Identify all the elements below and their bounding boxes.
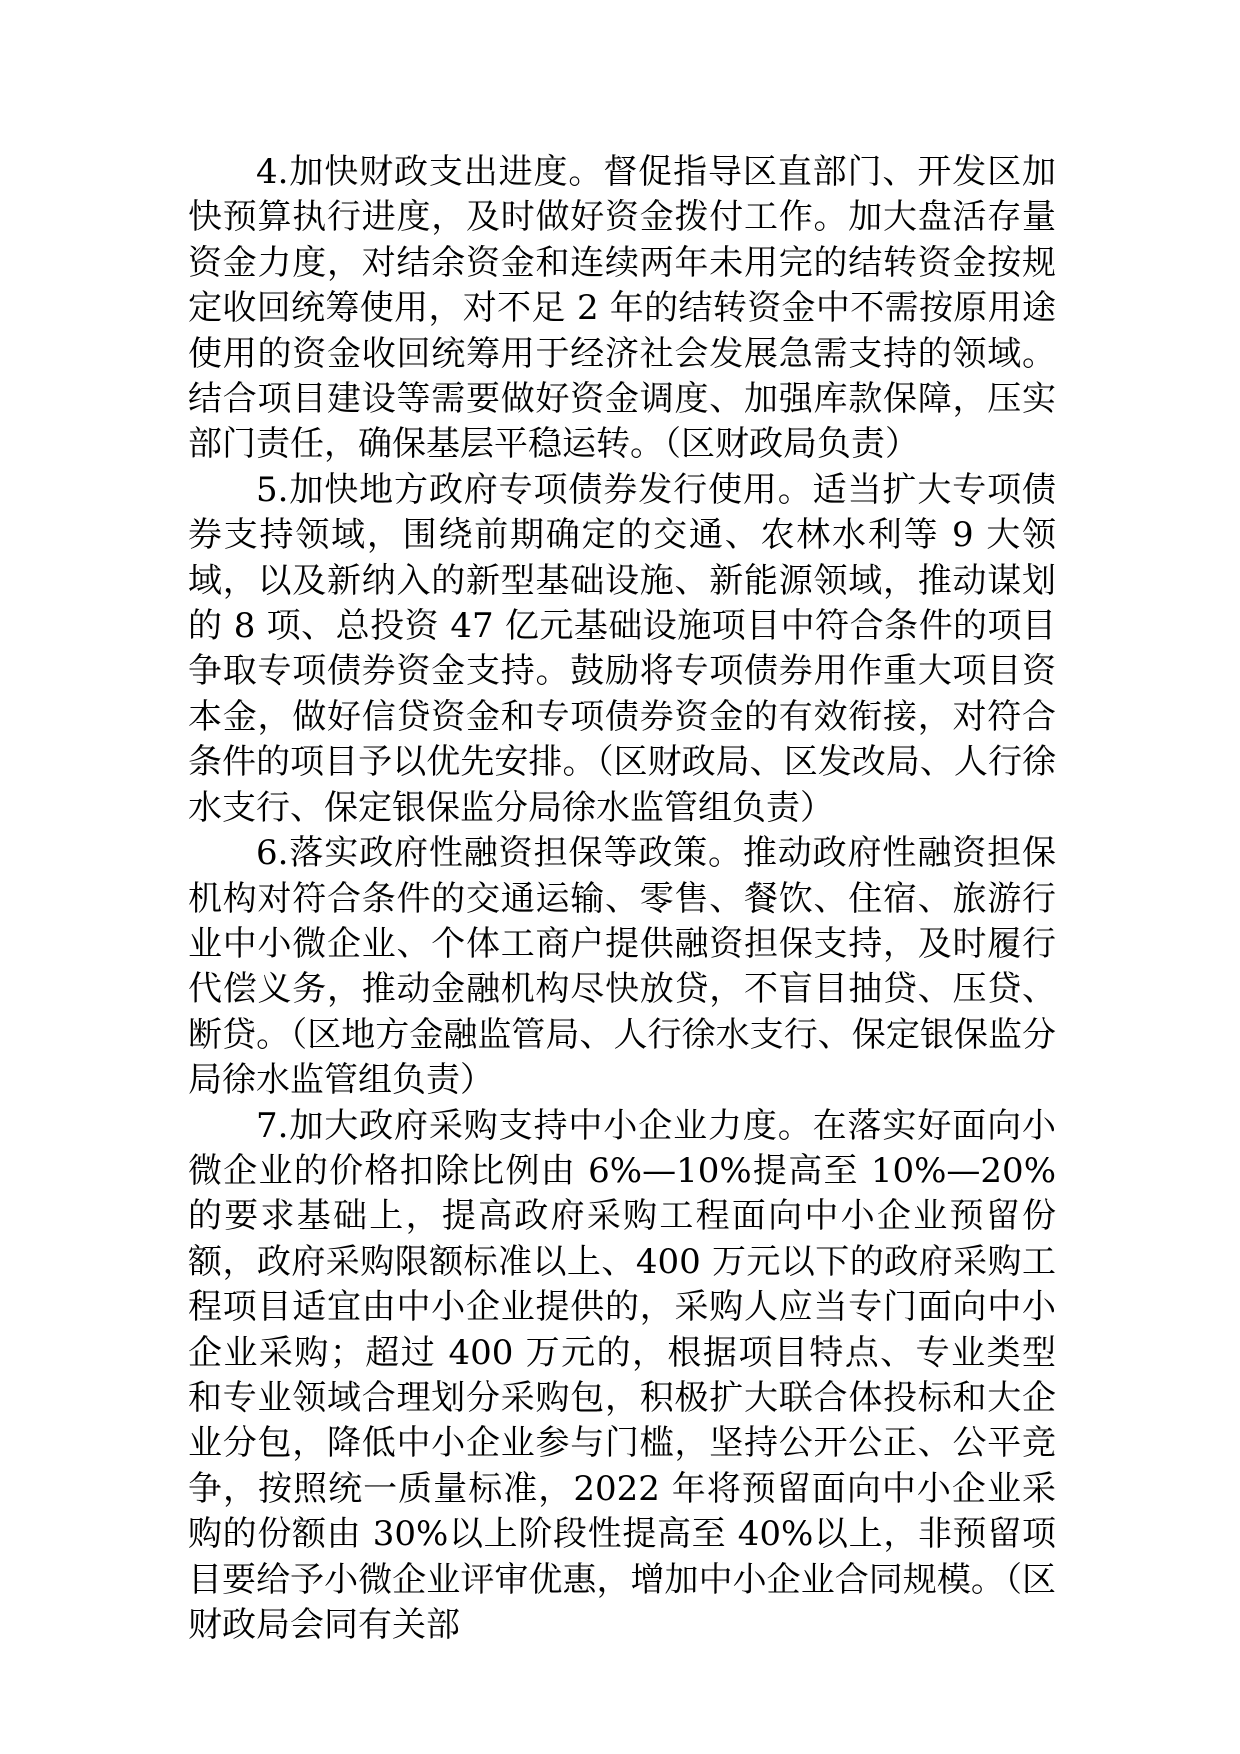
- paragraph-7-government-procurement: 7.加大政府采购支持中小企业力度。在落实好面向小微企业的价格扣除比例由 6%—10%提高至 10%—20%的要求基础上，提高政府采购工程面向中小企业预留份额，政府采购限额标准以上、400 万元以下的政府采购工程项目适宜由中小企业提供的，采购人应当专门面向中小企业采购；超过 400 万元的，根据项目特点、专业类型和专业领域合理划分采购包，积极扩大联合体投标和大企业分包，降低中小企业参与门槛，坚持公开公正、公平竞争，按照统一质量标准，2022 年将预留面向中小企业采购的份额由 30%以上阶段性提高至 40%以上，非预留项目要给予小微企业评审优惠，增加中小企业合同规模。（区财政局会同有关部: [188, 1105, 1056, 1645]
- paragraph-4-fiscal-spending: 4.加快财政支出进度。督促指导区直部门、开发区加快预算执行进度，及时做好资金拨付工作。加大盘活存量资金力度，对结余资金和连续两年未用完的结转资金按规定收回统筹使用，对不足 2 年的结转资金中不需按原用途使用的资金收回统筹用于经济社会发展急需支持的领域。结合项目建设等需要做好资金调度、加强库款保障，压实部门责任，确保基层平稳运转。（区财政局负责）: [188, 152, 1056, 465]
- paragraph-6-financing-guarantee: 6.落实政府性融资担保等政策。推动政府性融资担保机构对符合条件的交通运输、零售、餐饮、住宿、旅游行业中小微企业、个体工商户提供融资担保支持，及时履行代偿义务，推动金融机构尽快放贷，不盲目抽贷、压贷、断贷。（区地方金融监管局、人行徐水支行、保定银保监分局徐水监管组负责）: [188, 833, 1056, 1101]
- document-body: [188, 150, 1056, 1648]
- paragraph-5-special-bonds: 5.加快地方政府专项债券发行使用。适当扩大专项债券支持领域，围绕前期确定的交通、农林水利等 9 大领域，以及新纳入的新型基础设施、新能源领域，推动谋划的 8 项、总投资 47 亿元基础设施项目中符合条件的项目争取专项债券资金支持。鼓励将专项债券用作重大项目资本金，做好信贷资金和专项债券资金的有效衔接，对符合条件的项目予以优先安排。（区财政局、区发改局、人行徐水支行、保定银保监分局徐水监管组负责）: [188, 469, 1056, 828]
